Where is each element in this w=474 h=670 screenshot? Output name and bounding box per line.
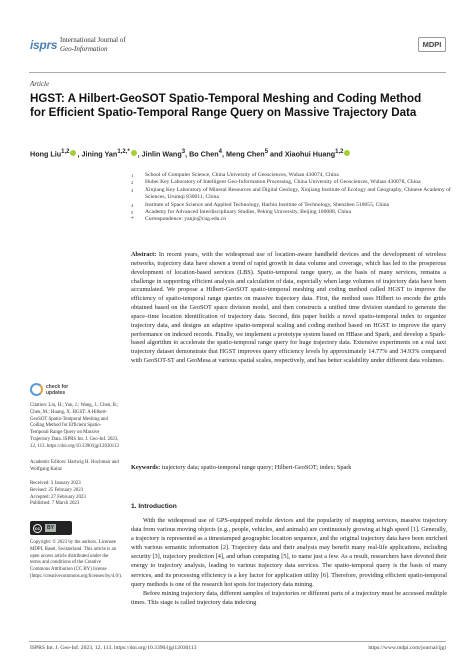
- author-sup: 1,2,*: [117, 149, 130, 155]
- affiliation-number: 2: [131, 180, 134, 186]
- section-heading: 1. Introduction: [131, 503, 177, 510]
- affiliation-text: School of Computer Science, China University of Geosciences, Wuhan 430074, China: [145, 172, 339, 178]
- correspondence-mark: *: [131, 216, 134, 223]
- author-sup: 5: [264, 149, 269, 155]
- author-sup: 4: [218, 149, 222, 155]
- check-updates-icon: [30, 383, 43, 396]
- keywords-text: trajectory data; spatio-temporal range query; Hilbert-GeoSOT; index; Spark: [161, 464, 352, 471]
- footer-citation[interactable]: ISPRS Int. J. Geo-Inf. 2023, 12, 113. https://doi.org/10.3390/ijgi12030113: [30, 645, 197, 651]
- journal-name-line1: International Journal of: [60, 36, 126, 44]
- affiliation-text: Hubei Key Laboratory of Intelligent Geo-Information Processing, China University of Geosciences, Wuhan 430078, China: [145, 179, 421, 186]
- abstract-text: In recent years, with the widespread use of location-aware handheld devices and the development of wireless networks, trajectory data have shown a trend of rapid growth in data volume and coverage, which has led to the prosperous development of location-based services (LBS). Spatio-temporal range query, as the basis of many services, remains a challenge in supporting efficient analysis and calculation of data, especially when large volumes of trajectory data have been accumulated. We propose a Hilbert-GeoSOT spatio-temporal meshing and coding method called HGST to improve the efficiency of spatio-temporal range queries on massive trajectory data. First, the method uses Hilbert to encode the grids obtained based on the GeoSOT space division model, and then constructs a unified time division standard to generate the space–time location identification of trajectory data. Second, this paper builds a novel spatio-temporal index to organize trajectory data, and designs an adaptive spatio-temporal scaling and coding method based on HGST to improve the query performance on indexed records. Finally, we implement a prototype system based on HBase and Spark, and develop a Spark-based algorithm to accelerate the spatio-temporal range query for huge trajectory data. Extensive experiments on a real taxi trajectory dataset demonstrate that HGST improves query efficiency levels by approximately 14.77% and 34.93% compared with GeoSOT-ST and GeoMesa at various spatial scales, respectively, and has better scalability under different data volumes.: [131, 251, 447, 365]
- footer-divider: [29, 641, 446, 642]
- author-name[interactable]: Jining Yan: [81, 149, 118, 159]
- journal-name: [60, 36, 126, 53]
- affiliations: [131, 172, 451, 224]
- keywords: [131, 464, 446, 473]
- author-name[interactable]: Jinlin Wang: [141, 149, 182, 159]
- cc-by-license-badge[interactable]: [30, 521, 72, 535]
- journal-logo: isprs: [30, 38, 58, 52]
- orcid-icon[interactable]: [344, 150, 350, 156]
- footer-journal-url[interactable]: https://www.mdpi.com/journal/ijgi: [368, 645, 446, 651]
- accepted-date: Accepted: 27 February 2023: [30, 494, 86, 500]
- affiliation-text: Xinjiang Key Laboratory of Mineral Resources and Digital Geology, Xinjiang Institute of Ecology and Geography, Chinese Academy of Sciences, Urumqi 830011, China: [145, 186, 451, 201]
- affiliation-text: Institute of Space Science and Applied Technology, Harbin Institute of Technology, Shenzhen 518055, China: [145, 201, 390, 208]
- author-sup: 1,2: [335, 149, 344, 155]
- author-name[interactable]: Xiaohui Huang: [284, 149, 336, 159]
- affiliation-number: 5: [131, 210, 134, 216]
- correspondence: [131, 216, 451, 223]
- author-list: Hong Liu$^{1,2}$ , Jining Yan$^{1,2,*}$ , Jinlin Wang$^3$, Bo Chen$^4$, Meng Chen$^5$ and Xiaohui Huang$^{1,2}$: [30, 149, 450, 158]
- affiliation-number: 3: [131, 187, 134, 193]
- citation-block: Citation: Liu, H.; Yan, J.; Wang, J.; Chen, B.; Chen, M.; Huang, X. HGST: A Hilbert-GeoSOT Spatio-Temporal Meshing and Coding Method for Efficient Spatio-Temporal Range Query on Massive Trajectory Data. ISPRS Int. J. Geo-Inf. 2023, 12, 113. https://doi.org/10.3390/ijgi12030113: [30, 403, 119, 449]
- check-updates-text: [46, 384, 68, 396]
- author-sup: 3: [181, 149, 186, 155]
- affiliation-item: [131, 179, 451, 186]
- dates: [30, 481, 120, 508]
- received-date: Received: 3 January 2023: [30, 481, 81, 486]
- orcid-icon[interactable]: [70, 150, 76, 156]
- affiliation-text: Academy for Advanced Interdisciplinary Studies, Peking University, Beijing 100088, China: [145, 209, 351, 216]
- article-type: Article: [30, 80, 50, 88]
- check-for-updates-badge[interactable]: [30, 383, 88, 399]
- mdpi-logo[interactable]: MDPI: [418, 37, 446, 52]
- published-date: Published: 7 March 2023: [30, 501, 80, 507]
- keywords-label: Keywords:: [131, 464, 161, 471]
- affiliation-number: 4: [131, 202, 134, 208]
- paper-title: HGST: A Hilbert-GeoSOT Spatio-Temporal Meshing and Coding Method for Efficient Spatio-Temporal Range Query on Massive Trajectory Data: [30, 92, 422, 119]
- abstract: [131, 251, 446, 366]
- check-updates-line1: check for: [46, 384, 69, 390]
- body-paragraph: With the widespread use of GPS-equipped mobile devices and the popularity of mapping services, massive trajectory data from various moving objects (e.g., people, vehicles, and animals) are continuously growing at high speed [1]. Generally, a trajectory is represented as a timestamped geographic location sequence, and the original trajectory data have been enriched with various semantic information [2]. Trajectory data and their analysis may benefit many real-life applications, including security [3], trajectory prediction [4], and urban computing [5], to name just a few. As a result, researchers have devoted their energy to trajectory analysis, leading to various trajectory data services. The spatio-temporal query is the basis of many services, and its processing efficiency is a key factor for application utility [6]. Therefore, providing efficient spatio-temporal query methods is one of the research hot spots for trajectory data mining.: [131, 517, 447, 588]
- abstract-label: Abstract:: [131, 251, 157, 258]
- revised-date: Revised: 25 February 2023: [30, 487, 84, 493]
- academic-editors: Academic Editors: Hartwig H. Hochmair and Wolfgang Kainz: [30, 460, 119, 472]
- author-name[interactable]: Meng Chen: [225, 149, 265, 159]
- journal-name-line2: Geo-Information: [60, 44, 108, 53]
- author-sup: 1,2: [61, 149, 70, 155]
- orcid-icon[interactable]: [131, 150, 137, 156]
- check-updates-line2: updates: [46, 390, 66, 396]
- affiliation-item: [131, 202, 451, 209]
- affiliation-item: [131, 187, 451, 202]
- body-paragraph: Before mining trajectory data, different samples of trajectories or different parts of a trajectory must be accessed multiple times. This stage is called trajectory data indexing: [131, 589, 447, 606]
- header-divider: [29, 72, 446, 73]
- affiliation-item: [131, 209, 451, 216]
- author-name[interactable]: Bo Chen: [189, 149, 219, 159]
- cc-icon: cc: [34, 525, 40, 531]
- correspondence-text[interactable]: Correspondence: yanjn@cug.edu.cn: [145, 216, 227, 223]
- affiliation-number: 1: [131, 173, 134, 178]
- cc-by-label: BY: [47, 525, 54, 531]
- author-name[interactable]: Hong Liu: [30, 149, 62, 159]
- copyright-notice: Copyright: © 2023 by the authors. Licensee MDPI, Basel, Switzerland. This article is an open access article distributed under the terms and conditions of the Creative Commons Attribution (CC BY) license (https://creativecommons.org/licenses/by/4.0/).: [30, 540, 123, 579]
- introduction-body: [131, 516, 447, 607]
